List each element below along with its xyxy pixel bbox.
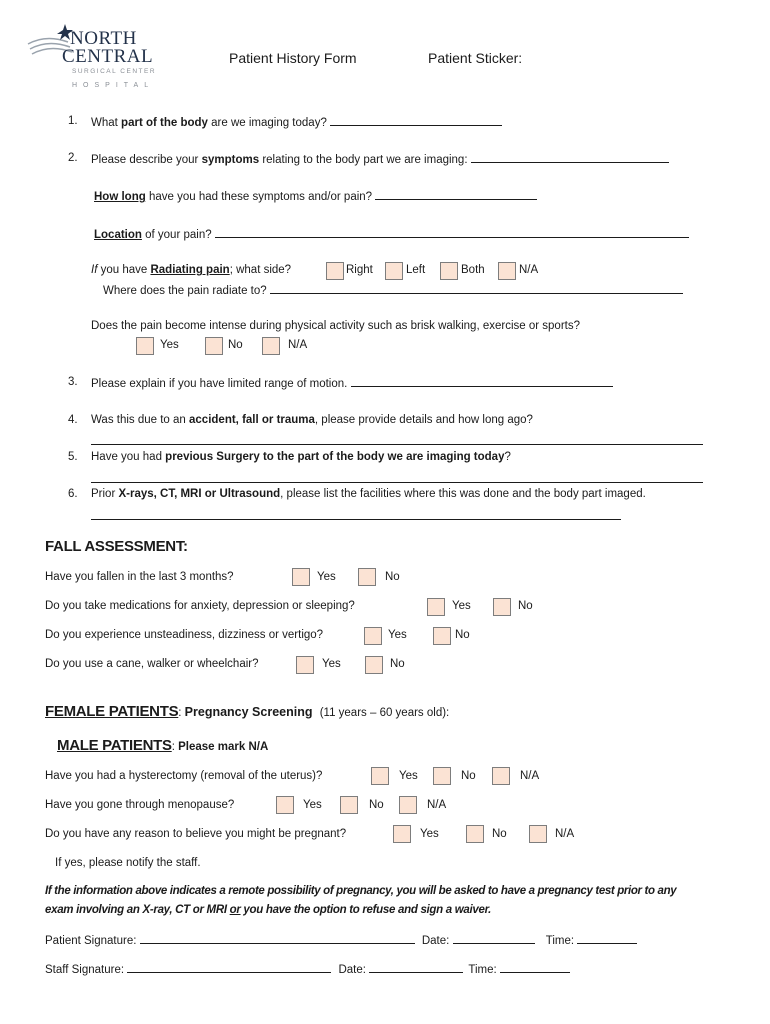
fall-q3-no-checkbox[interactable] <box>433 627 451 645</box>
radiating-text: If you have Radiating pain; what side? <box>91 264 292 276</box>
male-patients-heading: MALE PATIENTS: Please mark N/A <box>57 737 269 754</box>
patient-date-line[interactable] <box>453 933 535 944</box>
patient-time-line[interactable] <box>577 933 637 944</box>
how-long-answer-line[interactable] <box>375 189 537 200</box>
fall-q3-text: Do you experience unsteadiness, dizziness or vertigo? <box>45 629 324 641</box>
fall-q3-yes-checkbox[interactable] <box>364 627 382 645</box>
q6-answer-line[interactable] <box>91 519 621 520</box>
preg-q3-text: Do you have any reason to believe you might be pregnant? <box>45 828 347 840</box>
q4-number: 4. <box>68 414 78 426</box>
fall-q3-yes-label: Yes <box>388 629 407 641</box>
preg-q2-no-checkbox[interactable] <box>340 796 358 814</box>
staff-signature-row: Staff Signature: Date: Time: <box>45 962 570 976</box>
female-patients-heading: FEMALE PATIENTS: Pregnancy Screening (11 years – 60 years old): <box>45 703 450 720</box>
staff-time-line[interactable] <box>500 962 570 973</box>
radiating-right-label: Right <box>346 264 373 276</box>
patient-signature-line[interactable] <box>140 933 415 944</box>
preg-q2-yes-label: Yes <box>303 799 322 811</box>
radiate-where-line[interactable] <box>270 283 683 294</box>
preg-q1-yes-label: Yes <box>399 770 418 782</box>
q4-text: Was this due to an accident, fall or trauma, please provide details and how long ago? <box>91 414 533 426</box>
fall-q4-text: Do you use a cane, walker or wheelchair? <box>45 658 259 670</box>
preg-q3-na-checkbox[interactable] <box>529 825 547 843</box>
radiating-na-checkbox[interactable] <box>498 262 516 280</box>
q4-answer-line[interactable] <box>91 444 703 445</box>
logo-line3: SURGICAL CENTER <box>72 68 157 75</box>
staff-date-line[interactable] <box>369 962 463 973</box>
q3-text: Please explain if you have limited range of motion. <box>91 376 613 390</box>
patient-signature-row: Patient Signature: Date: Time: <box>45 933 637 947</box>
logo-line2: CENTRAL <box>62 46 154 67</box>
location-answer-line[interactable] <box>215 227 689 238</box>
fall-q1-yes-label: Yes <box>317 571 336 583</box>
preg-q2-text: Have you gone through menopause? <box>45 799 235 811</box>
q2-text: Please describe your symptoms relating to the body part we are imaging: <box>91 152 669 166</box>
fall-assessment-heading: FALL ASSESSMENT: <box>45 538 188 555</box>
how-long-text: How long have you had these symptoms and/or pain? <box>94 189 537 203</box>
intense-text: Does the pain become intense during physical activity such as brisk walking, exercise or sports? <box>91 320 580 332</box>
q3-number: 3. <box>68 376 78 388</box>
radiating-right-checkbox[interactable] <box>326 262 344 280</box>
fall-q1-text: Have you fallen in the last 3 months? <box>45 571 234 583</box>
preg-q1-no-checkbox[interactable] <box>433 767 451 785</box>
fall-q1-yes-checkbox[interactable] <box>292 568 310 586</box>
preg-q3-na-label: N/A <box>555 828 575 840</box>
radiating-left-label: Left <box>406 264 426 276</box>
q2-answer-line[interactable] <box>471 152 669 163</box>
preg-q3-no-checkbox[interactable] <box>466 825 484 843</box>
staff-signature-line[interactable] <box>127 962 331 973</box>
q5-answer-line[interactable] <box>91 482 703 483</box>
fall-q4-yes-checkbox[interactable] <box>296 656 314 674</box>
notify-staff-text: If yes, please notify the staff. <box>55 857 201 869</box>
fall-q2-text: Do you take medications for anxiety, depression or sleeping? <box>45 600 355 612</box>
preg-q2-na-checkbox[interactable] <box>399 796 417 814</box>
location-text: Location of your pain? <box>94 227 689 241</box>
q2-number: 2. <box>68 152 78 164</box>
logo-line4: HOSPITAL <box>72 82 155 89</box>
intense-yes-checkbox[interactable] <box>136 337 154 355</box>
radiating-left-checkbox[interactable] <box>385 262 403 280</box>
preg-q3-no-label: No <box>492 828 507 840</box>
preg-q2-no-label: No <box>369 799 384 811</box>
preg-q1-na-label: N/A <box>520 770 540 782</box>
intense-na-checkbox[interactable] <box>262 337 280 355</box>
preg-q1-no-label: No <box>461 770 476 782</box>
patient-sticker-label: Patient Sticker: <box>428 50 523 66</box>
fall-q2-yes-label: Yes <box>452 600 471 612</box>
q5-number: 5. <box>68 451 78 463</box>
logo-line1: NORTH <box>70 28 137 49</box>
fall-q1-no-label: No <box>385 571 400 583</box>
preg-q2-na-label: N/A <box>427 799 447 811</box>
preg-q1-yes-checkbox[interactable] <box>371 767 389 785</box>
page-title: Patient History Form <box>229 50 357 66</box>
radiating-both-label: Both <box>461 264 485 276</box>
radiate-where-text: Where does the pain radiate to? <box>103 283 683 297</box>
intense-no-label: No <box>228 339 243 351</box>
pregnancy-warning-line1: If the information above indicates a remote possibility of pregnancy, you will be asked to have a pregnancy test prior to any <box>45 885 677 897</box>
fall-q4-no-label: No <box>390 658 405 670</box>
preg-q3-yes-checkbox[interactable] <box>393 825 411 843</box>
fall-q3-no-label: No <box>455 629 470 641</box>
preg-q1-na-checkbox[interactable] <box>492 767 510 785</box>
q3-answer-line[interactable] <box>351 376 613 387</box>
hospital-logo <box>26 24 166 96</box>
fall-q4-yes-label: Yes <box>322 658 341 670</box>
q1-number: 1. <box>68 115 78 127</box>
intense-no-checkbox[interactable] <box>205 337 223 355</box>
q5-text: Have you had previous Surgery to the part of the body we are imaging today? <box>91 451 511 463</box>
q1-text: What part of the body are we imaging today? <box>91 115 502 129</box>
q6-text: Prior X-rays, CT, MRI or Ultrasound, please list the facilities where this was done and the body part imaged. <box>91 488 646 500</box>
preg-q2-yes-checkbox[interactable] <box>276 796 294 814</box>
preg-q1-text: Have you had a hysterectomy (removal of the uterus)? <box>45 770 323 782</box>
preg-q3-yes-label: Yes <box>420 828 439 840</box>
q6-number: 6. <box>68 488 78 500</box>
intense-yes-label: Yes <box>160 339 179 351</box>
q1-answer-line[interactable] <box>330 115 502 126</box>
intense-na-label: N/A <box>288 339 308 351</box>
fall-q4-no-checkbox[interactable] <box>365 656 383 674</box>
fall-q2-no-checkbox[interactable] <box>493 598 511 616</box>
radiating-both-checkbox[interactable] <box>440 262 458 280</box>
radiating-na-label: N/A <box>519 264 539 276</box>
pregnancy-warning-line2: exam involving an X-ray, CT or MRI or you have the option to refuse and sign a waiver. <box>45 904 492 916</box>
fall-q1-no-checkbox[interactable] <box>358 568 376 586</box>
fall-q2-no-label: No <box>518 600 533 612</box>
fall-q2-yes-checkbox[interactable] <box>427 598 445 616</box>
